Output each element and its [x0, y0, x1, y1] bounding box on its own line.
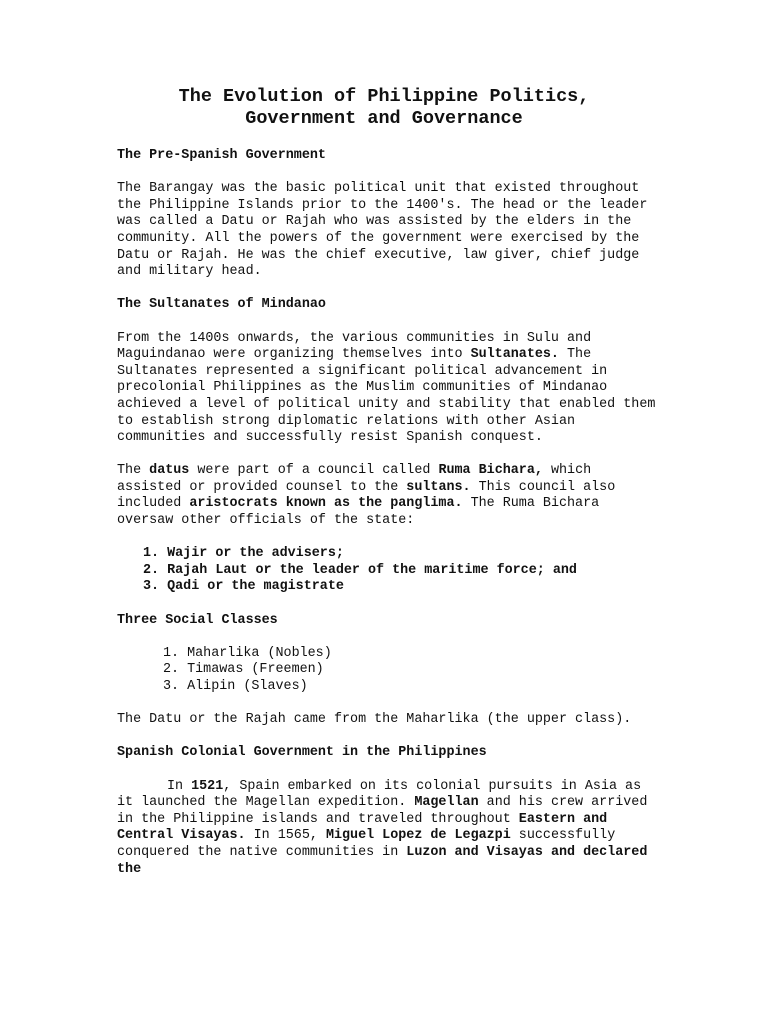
paragraph-datu-origin: The Datu or the Rajah came from the Maharlika (the upper class).: [117, 712, 632, 728]
social-classes-list: [117, 646, 657, 696]
section-heading-social-classes: Three Social Classes: [117, 612, 278, 628]
list-item: 1. Wajir or the advisers;: [143, 546, 344, 562]
section-heading-spanish-colonial: Spanish Colonial Government in the Philippines: [117, 745, 487, 761]
list-item: 3. Alipin (Slaves): [163, 679, 308, 694]
title-line-2: Government and Governance: [245, 108, 523, 129]
list-item: 1. Maharlika (Nobles): [163, 645, 332, 661]
list-item: 2. Rajah Laut or the leader of the maritime force; and: [143, 562, 577, 578]
document-title: [0, 86, 768, 130]
paragraph-ruma-bichara: The datus were part of a council called Ruma Bichara, which assisted or provided counsel to the sultans. This council also included aristocrats known as the panglima. The Ruma Bichara oversaw other officials of the state:: [117, 463, 616, 529]
list-item: 2. Timawas (Freemen): [163, 662, 324, 678]
paragraph-spanish-colonial: In 1521, Spain embarked on its colonial pursuits in Asia as it launched the Magellan expedition. Magellan and his crew arrived in the Philippine islands and traveled throughout Eastern and Central Visayas. In 1565, Miguel Lopez de Legazpi successfully conquered the native communities in Luzon and Visayas and declared the: [117, 778, 648, 877]
paragraph-sultanates: From the 1400s onwards, the various communities in Sulu and Maguindanao were organizing themselves into Sultanates. The Sultanates represented a significant political advancement in precolonial Philippines as the Muslim communities of Mindanao achieved a level of political unity and stability that enabled them to establish strong diplomatic relations with other Asian communities and successfully resist Spanish conquest.: [117, 330, 656, 446]
list-item: 3. Qadi or the magistrate: [143, 579, 344, 595]
title-line-1: The Evolution of Philippine Politics,: [178, 86, 590, 107]
officials-list: [117, 546, 657, 596]
paragraph-barangay: The Barangay was the basic political unit that existed throughout the Philippine Islands prior to the 1400's. The head or the leader was called a Datu or Rajah who was assisted by the elders in the community. All the powers of the government were exercised by the Datu or Rajah. He was the chief executive, law giver, chief judge and military head.: [117, 181, 648, 280]
section-heading-pre-spanish: The Pre-Spanish Government: [117, 148, 326, 163]
document-body: [117, 148, 657, 895]
section-heading-sultanates: The Sultanates of Mindanao: [117, 297, 326, 313]
